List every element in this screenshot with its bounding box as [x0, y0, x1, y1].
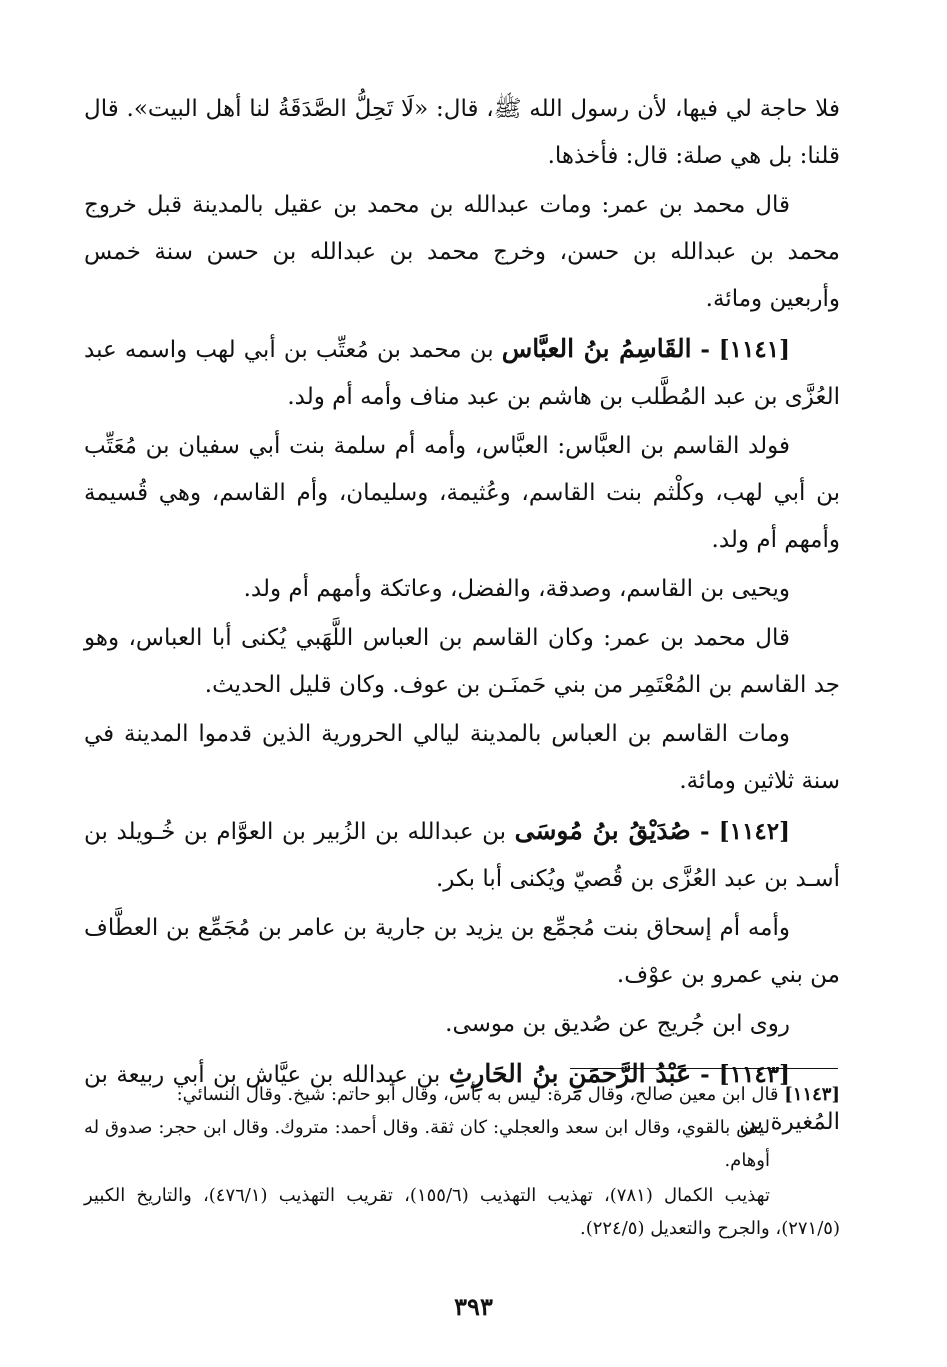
entry-text: بن عبدالله بن الزُبير بن العوَّام بن خُـويلد بن أسـد بن عبد العُزَّى بن قُصيّ ويُكنى أبا بكر.: [84, 819, 840, 892]
entry-1142: [84, 807, 840, 903]
footnote-divider: [570, 1068, 838, 1069]
entry-headword: القَاسِمُ بنُ العبَّاس: [501, 334, 692, 363]
entry-headword: عَبْدُ الرَّحمَنِ بنُ الحَارِثِ: [448, 1059, 692, 1088]
paragraph-2: قال محمد بن عمر: ومات عبدالله بن محمد بن عقيل بالمدينة قبل خروج محمد بن عبدالله بن حسن، وخرج محمد بن عبدالله بن حسن سنة خمس وأربعين ومائة.: [84, 192, 840, 312]
main-text: [84, 86, 840, 1146]
entry-1141: [84, 325, 840, 421]
paragraph-5: ويحيى بن القاسم، وصدقة، والفضل، وعاتكة وأمهم أم ولد.: [243, 576, 790, 602]
paragraph-1: فلا حاجة لي فيها، لأن رسول الله ﷺ، قال: «لَا تَحِلُّ الصَّدَقَةُ لنا أهل البيت». قال قلنا: بل هي صلة: قال: فأخذها.: [84, 96, 840, 169]
entry-number: [١١٤١] -: [691, 336, 790, 363]
footnote-sources: تهذيب الكمال (٧٨١)، تهذيب التهذيب (١٥٥/٦)، تقريب التهذيب (٤٧٦/١)، والتاريخ الكبير (٢٧١/٥)، والجرح والتعديل (٢٢٤/٥).: [84, 1185, 840, 1239]
paragraph-9: وأمه أم إسحاق بنت مُجمِّع بن يزيد بن جارية بن عامر بن مُجَمِّع بن العطَّاف من بني عمرو بن عوْف.: [84, 915, 840, 988]
footnote-continuation: ليس بالقوي، وقال ابن سعد والعجلي: كان ثقة. وقال أحمد: متروك. وقال ابن حجر: صدوق له أوهام.: [84, 1117, 770, 1171]
entry-number: [١١٤٢] -: [690, 818, 790, 845]
footnote-1143: [١١٤٣] قال ابن معين صالح، وقال مرة: ليس به بأس، وقال أبو حاتم: شيخ. وقال النسائي:: [176, 1084, 840, 1105]
entry-number: [١١٤٣] -: [691, 1061, 791, 1088]
entry-text: بن محمد بن مُعتِّب بن أبي لهب واسمه عبد العُزَّى بن عبد المُطَّلب بن هاشم بن عبد مناف وأمه أم ولد.: [84, 337, 840, 410]
paragraph-7: ومات القاسم بن العباس بالمدينة ليالي الحرورية الذين قدموا المدينة في سنة ثلاثين ومائة.: [84, 721, 840, 794]
paragraph-10: روى ابن جُريج عن صُديق بن موسى.: [445, 1011, 790, 1037]
page-number: ٣٩٣: [454, 1292, 493, 1321]
entry-text: بن عبدالله بن عيَّاش بن أبي ربيعة بن المُغيرة بن: [84, 1062, 840, 1135]
paragraph-6: قال محمد بن عمر: وكان القاسم بن العباس اللَّهَبي يُكنى أبا العباس، وهو جد القاسم بن المُعْتَمِر من بني حَمنَـن بن عوف. وكان قليل الحديث.: [84, 625, 840, 698]
footnotes: [84, 1078, 840, 1245]
paragraph-4: فولد القاسم بن العبَّاس: العبَّاس، وأمه أم سلمة بنت أبي سفيان بن مُعَتِّب بن أبي لهب، وكلْثم بنت القاسم، وعُثيمة، وسليمان، وأم القاسم، وهي قُسيمة وأمهم أم ولد.: [84, 433, 840, 553]
entry-headword: صُدَيْقُ بنُ مُوسَى: [514, 816, 691, 845]
footnote-number: [١١٤٣]: [784, 1084, 840, 1105]
